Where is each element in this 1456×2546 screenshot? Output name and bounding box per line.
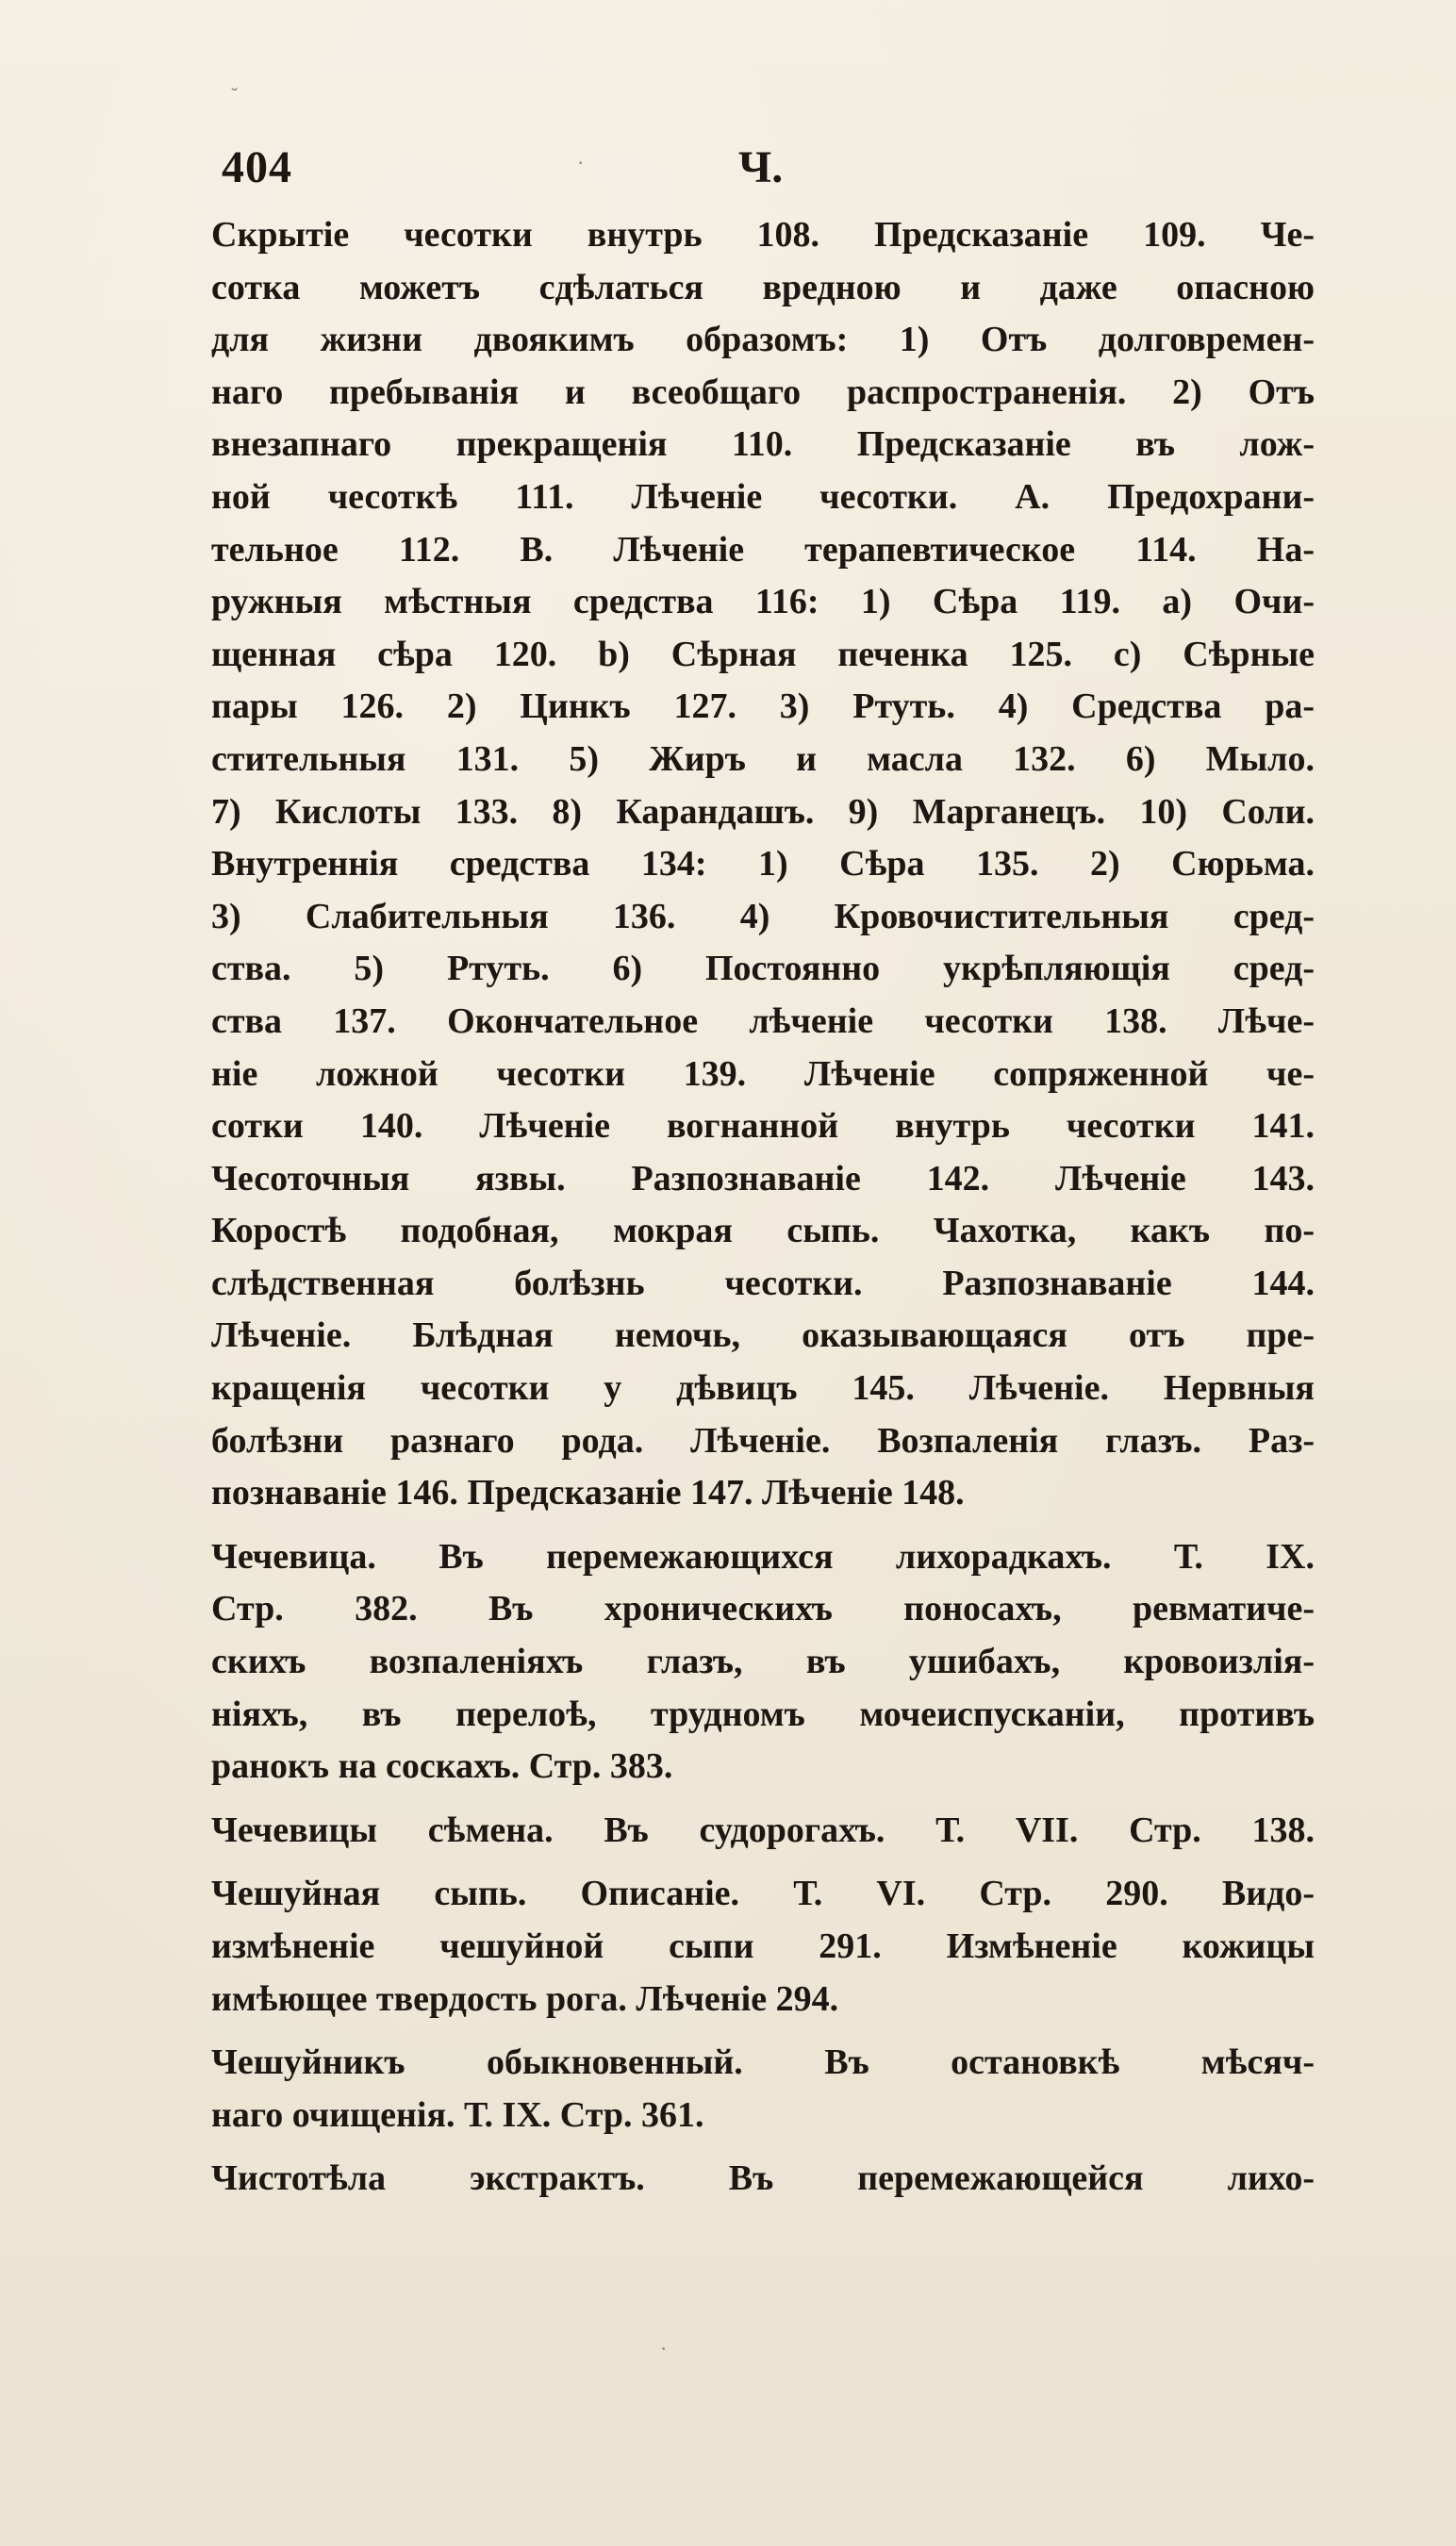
text-line: познаваніе 146. Предсказаніе 147. Лѣченіе 148. <box>211 1473 965 1513</box>
text-line: Чистотѣла экстрактъ. Въ перемежающейся лихо- <box>211 2158 1315 2199</box>
text-line: для жизни двоякимъ образомъ: 1) Отъ долговремен- <box>211 320 1315 360</box>
entry-chistotela-ekstrakt <box>211 2153 1315 2206</box>
running-head: Ч. <box>738 142 784 192</box>
text-line: имѣющее твердость рога. Лѣченіе 294. <box>211 1978 839 2019</box>
text-line: слѣдственная болѣзнь чесотки. Разпознаваніе 144. <box>211 1263 1315 1303</box>
print-speck: · <box>660 2337 668 2360</box>
text-line: Внутреннія средства 134: 1) Сѣра 135. 2) Сюрьма. <box>211 844 1315 884</box>
text-line: Чешуйникъ обыкновенный. Въ остановкѣ мѣсяч- <box>211 2042 1315 2083</box>
text-line: Чечевицы сѣмена. Въ судорогахъ. Т. VII. Стр. 138. <box>211 1810 1315 1850</box>
entry-cheshuinaya-syp <box>211 1868 1315 2025</box>
page-number: 404 <box>222 142 292 192</box>
page-header <box>222 141 1301 207</box>
text-line: Скрытіе чесотки внутрь 108. Предсказаніе 109. Че- <box>211 215 1315 255</box>
text-line: болѣзни разнаго рода. Лѣченіе. Возпаленія глазъ. Раз- <box>211 1420 1315 1461</box>
paragraph-gap <box>211 1794 1315 1805</box>
text-line: 3) Слабительныя 136. 4) Кровочистительныя сред- <box>211 896 1315 936</box>
paragraph-gap <box>211 1857 1315 1868</box>
text-line: Чешуйная сыпь. Описаніе. Т. VI. Стр. 290. Видо- <box>211 1874 1315 1914</box>
text-line: тельное 112. В. Лѣченіе терапевтическое 114. На- <box>211 529 1315 570</box>
text-line: скихъ возпаленіяхъ глазъ, въ ушибахъ, кровоизлія- <box>211 1642 1315 1682</box>
paragraph-chesotka-treatment <box>211 209 1315 1520</box>
entry-chechevitsa <box>211 1531 1315 1794</box>
paragraph-gap <box>211 2141 1315 2153</box>
text-line: Лѣченіе. Блѣдная немочь, оказывающаяся отъ пре- <box>211 1315 1315 1356</box>
text-line: сотки 140. Лѣченіе вогнанной внутрь чесотки 141. <box>211 1106 1315 1147</box>
text-line: Чечевица. Въ перемежающихся лихорадкахъ. Т. IX. <box>211 1536 1315 1577</box>
text-line: ніяхъ, въ перелоѣ, трудномъ мочеиспусканіи, противъ <box>211 1694 1315 1734</box>
print-speck: ˘ <box>231 83 239 107</box>
text-line: ной чесоткѣ 111. Лѣченіе чесотки. А. Предохрани- <box>211 476 1315 517</box>
paragraph-gap <box>211 2025 1315 2037</box>
text-line: кращенія чесотки у дѣвицъ 145. Лѣченіе. Нервныя <box>211 1368 1315 1409</box>
text-line: Стр. 382. Въ хроническихъ поносахъ, ревматиче- <box>211 1589 1315 1629</box>
text-line: 7) Кислоты 133. 8) Карандашъ. 9) Марганецъ. 10) Соли. <box>211 791 1315 832</box>
paragraph-gap <box>211 1520 1315 1531</box>
text-line: наго очищенія. Т. IX. Стр. 361. <box>211 2094 704 2135</box>
entry-cheshuinik <box>211 2037 1315 2141</box>
text-line: Чесоточныя язвы. Разпознаваніе 142. Лѣченіе 143. <box>211 1158 1315 1199</box>
text-line: щенная сѣра 120. b) Сѣрная печенка 125. c) Сѣрные <box>211 634 1315 674</box>
text-line: наго пребыванія и всеобщаго распространенія. 2) Отъ <box>211 372 1315 412</box>
text-line: ства 137. Окончательное лѣченіе чесотки 138. Лѣче- <box>211 1000 1315 1041</box>
text-line: ружныя мѣстныя средства 116: 1) Сѣра 119. a) Очи- <box>211 582 1315 622</box>
text-line: внезапнаго прекращенія 110. Предсказаніе въ лож- <box>211 424 1315 465</box>
text-line: ранокъ на соскахъ. Стр. 383. <box>211 1746 673 1787</box>
text-line: пары 126. 2) Цинкъ 127. 3) Ртуть. 4) Средства ра- <box>211 686 1315 727</box>
entry-chechevitsy-semena <box>211 1805 1315 1858</box>
text-line: стительныя 131. 5) Жиръ и масла 132. 6) Мыло. <box>211 738 1315 779</box>
index-content <box>211 209 1315 2206</box>
text-line: Коростѣ подобная, мокрая сыпь. Чахотка, какъ по- <box>211 1211 1315 1251</box>
text-line: измѣненіе чешуйной сыпи 291. Измѣненіе кожицы <box>211 1926 1315 1966</box>
text-line: сотка можетъ сдѣлаться вредною и даже опасною <box>211 267 1315 307</box>
text-line: ства. 5) Ртуть. 6) Постоянно укрѣпляющія сред- <box>211 949 1315 989</box>
text-line: ніе ложной чесотки 139. Лѣченіе сопряженной че- <box>211 1053 1315 1094</box>
print-speck: · <box>577 151 585 174</box>
